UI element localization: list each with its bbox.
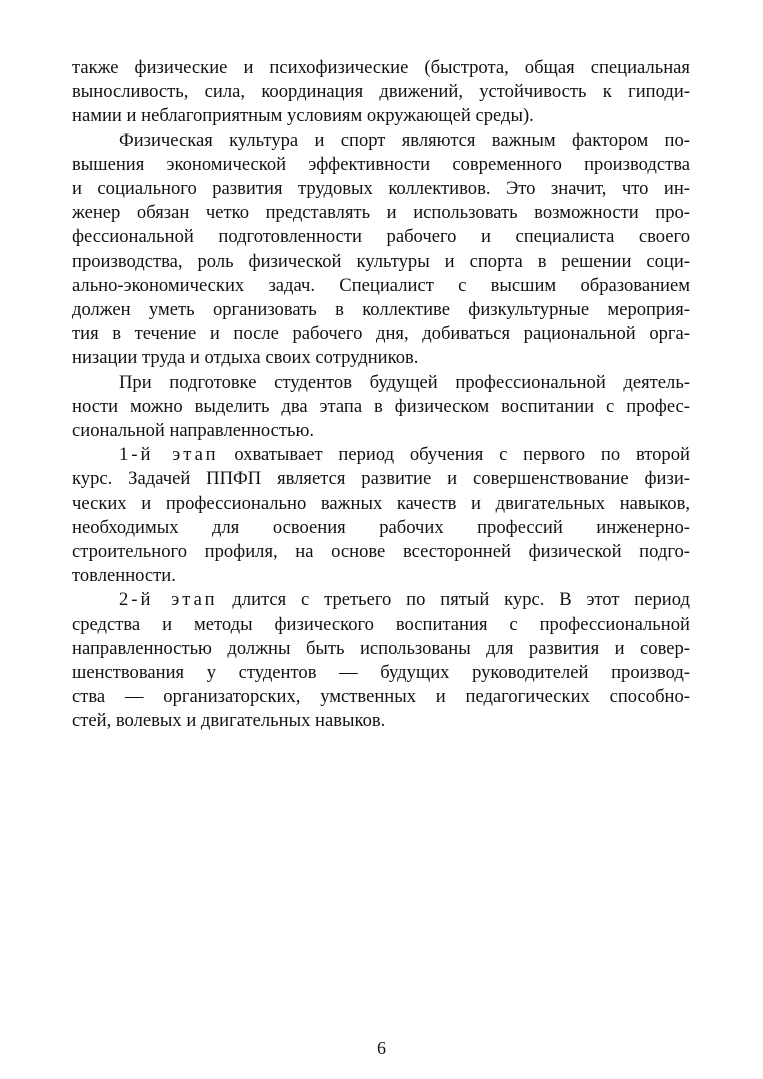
text-line: Физическая культура и спорт являются важным фактором по-: [119, 129, 690, 151]
text-line: выносливость, сила, координация движений, устойчивость к гиподи-: [72, 81, 690, 103]
text-line: При подготовке студентов будущей профессиональной деятель-: [119, 371, 690, 393]
stage-1-label: 1-й этап: [119, 444, 219, 466]
text-line: также физические и психофизические (быстрота, общая специальная: [72, 57, 690, 78]
text-line: женер обязан четко представлять и использовать возможности про-: [72, 202, 690, 224]
text-line: вышения экономической эффективности современного производства: [72, 153, 690, 175]
text-line: курс. Задачей ППФП является развитие и совершенствование физи-: [72, 468, 690, 490]
page-number: 6: [377, 1038, 386, 1058]
text-line: ности можно выделить два этапа в физическом воспитании с профес-: [72, 395, 690, 417]
text-line: охватывает период обучения с первого по второй: [234, 444, 690, 466]
text-line: тия в течение и после рабочего дня, добиваться рациональной орга-: [72, 323, 690, 345]
text-line: ства — организаторских, умственных и педагогических способно-: [72, 686, 690, 708]
text-line: шенствования у студентов — будущих руководителей производ-: [72, 662, 690, 684]
stage-1-first-line: [72, 443, 690, 467]
text-line: длится с третьего по пятый курс. В этот период: [232, 589, 690, 611]
text-line: низации труда и отдыха своих сотрудников.: [72, 347, 419, 369]
text-line: фессиональной подготовленности рабочего и специалиста своего: [72, 226, 690, 248]
stage-2-label: 2-й этап: [119, 589, 218, 611]
text-line: ально-экономических задач. Специалист с высшим образованием: [72, 274, 690, 296]
text-line: должен уметь организовать в коллективе физкультурные мероприя-: [72, 299, 690, 321]
text-line: средства и методы физического воспитания с профессиональной: [72, 613, 690, 635]
stage-2-first-line: [72, 588, 690, 612]
text-line: направленностью должны быть использованы для развития и совер-: [72, 637, 690, 659]
text-line: и социального развития трудовых коллективов. Это значит, что ин-: [72, 178, 690, 200]
text-line: сиональной направленностью.: [72, 420, 315, 442]
text-line: ческих и профессионально важных качеств и двигательных навыков,: [72, 492, 690, 514]
text-line: необходимых для освоения рабочих профессий инженерно-: [72, 516, 690, 538]
text-line: товленности.: [72, 565, 176, 587]
text-line: строительного профиля, на основе всесторонней физической подго-: [72, 541, 690, 563]
text-line: производства, роль физической культуры и спорта в решении соци-: [72, 250, 690, 272]
text-line: намии и неблагоприятным условиям окружающей среды).: [72, 105, 534, 127]
body-text: [72, 56, 690, 734]
text-line: стей, волевых и двигательных навыков.: [72, 710, 386, 732]
